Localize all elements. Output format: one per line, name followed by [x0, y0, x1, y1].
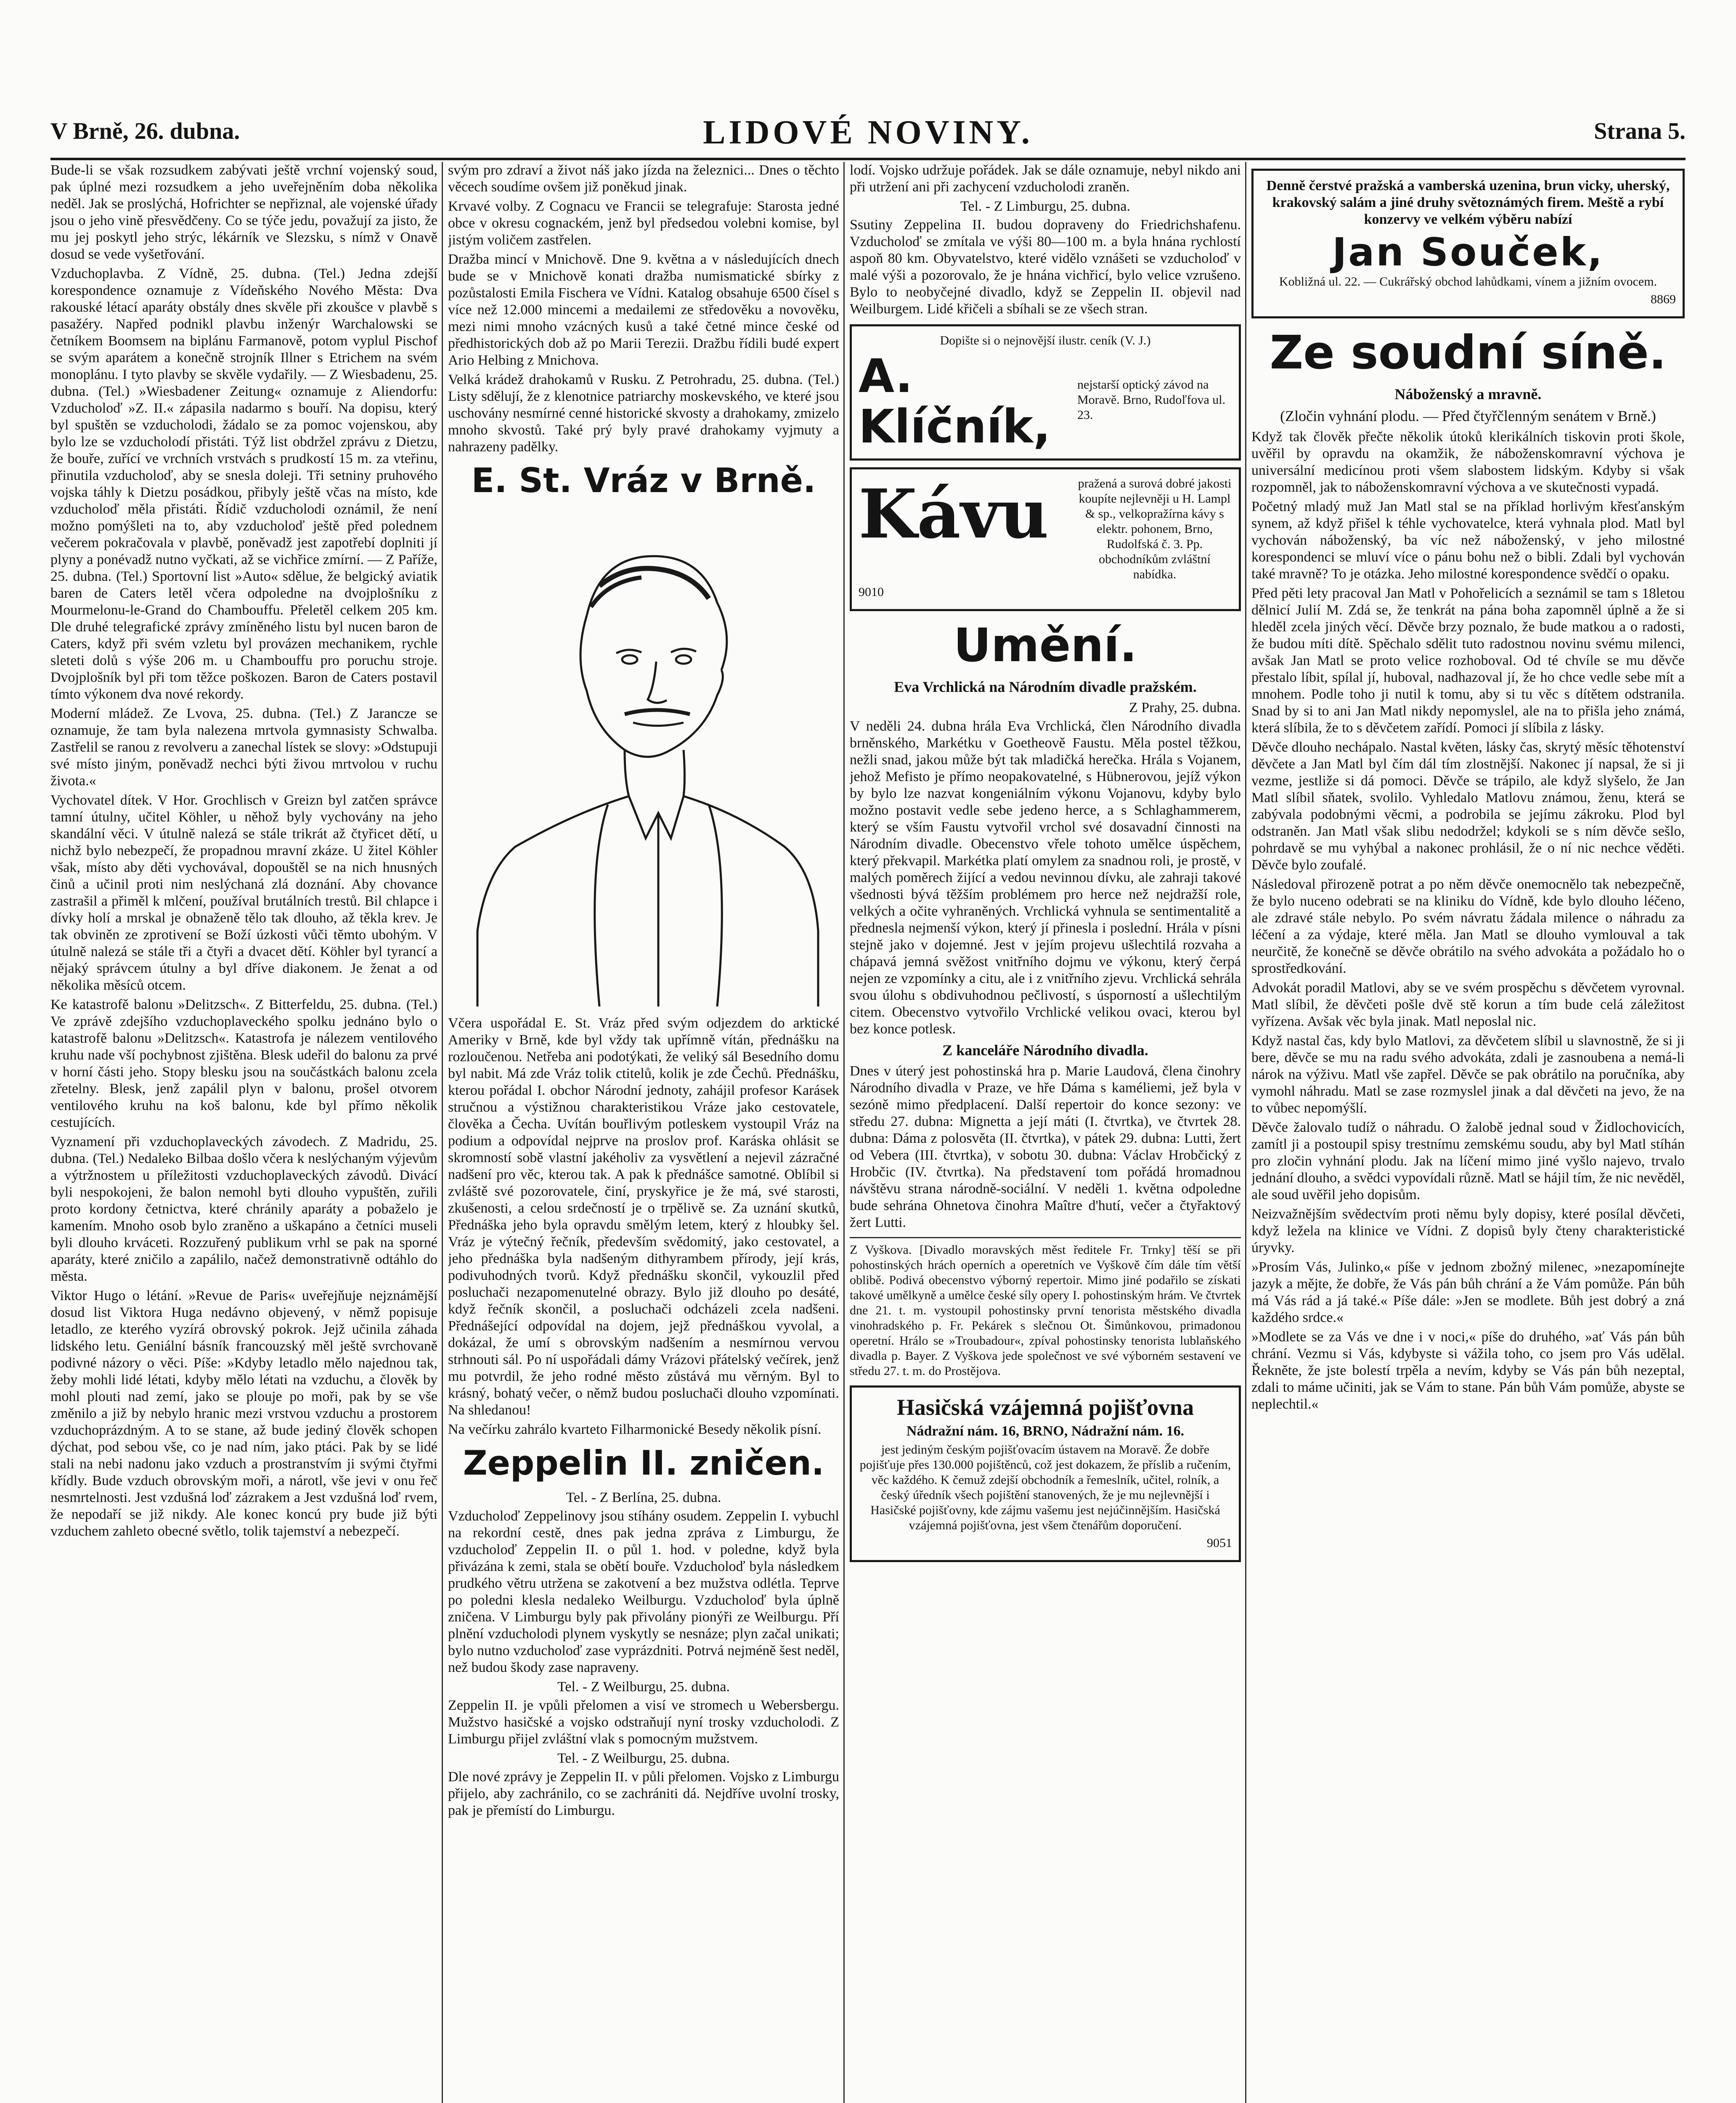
notice-paragraph: Z Vyškova. [Divadlo moravských měst ředitele Fr. Trnky] těší se při pohostinských hrách operních a operetních ve Vyškově čím dále tím větší oblibě. Podivá obecenstvo výborný repertoir. Mimo jiné podařilo se získati takové umělkyně a umělce české síly opery I. pohostinským hrám. Ve čtvrtek dne 21. t. m. vystoupil pohostinsky první tenorista městského divadla vinohradského p. Fr. Pekárek s slečnou Ot. Šimůnkovou, primadonou operetní. Hrálo se »Troubadour«, zpíval pohostinsky tenorista lublaňského divadla p. Bayer. Z Vyškova jede společnost ve své výborném sestavení ve středu 27. t. m. do Prostějova.	[850, 1237, 1241, 1379]
section-heading-vraz: E. St. Vráz v Brně.	[471, 461, 816, 500]
article-paragraph: Děvče žalovalo tudíž o náhradu. O žalobě jednal soud v Židlochovicích, zamítl ji a postoupil spisy trestnímu zemskému soudu, aby byl Matl stíhán pro zločin vyhnání plodu. Jak na líčení mimo jiné vyšlo najevo, trvalo jednání dlouho, a svědci vypovídali různě. Matl se hájil tím, že nic nevěděl, ale soud uvěřil jeho dopisům.	[1251, 1120, 1685, 1202]
column-divider	[1245, 162, 1246, 2103]
ad-address: Kobližná ul. 22. — Cukrářský obchod lahůdkami, vínem a jižním ovocem.	[1279, 275, 1657, 289]
article-paragraph: Ke katastrofě balonu »Delitzsch«. Z Bitterfeldu, 25. dubna. (Tel.) Ve zprávě zdejšího vzduchoplaveckého spolku jednáno bylo o katastrofě balonu »Delitzsch«. Katastrofa je nálezem ventilového kruhu nade vší pochybnost zjištěna. Blesk udeřil do balonu za prvé v horní části jeho. Stopy blesku jsou na součástkách balonu zcela zřetelny. Blesk, jenž zapálil plyn v balonu, prošel otvorem ventilového kruhu na koš balonu, kde byl přímo několik cestujících.	[50, 997, 437, 1130]
ad-number: 9010	[859, 585, 884, 599]
ad-soucek	[1251, 169, 1685, 318]
section-heading-zeppelin: Zeppelin II. zničen.	[463, 1443, 824, 1483]
article-paragraph: »Modlete se za Vás ve dne i v noci,« píše do druhého, »ať Vás pán bůh chrání. Vezmu si Vás, kdybyste si vážila toho, co jsem pro Vás udělal. Řekněte, že jste bolestí trpěla a nevím, kdyby se Vás pán bůh nezeptal, zdali to máme učiniti, jak se Vám to stane. Pán bůh Vám pomůže, abyste se neplechtil.«	[1251, 1329, 1685, 1412]
dateline: Tel. - Z Weilburgu, 25. dubna.	[557, 1751, 730, 1766]
article-paragraph: Ssutiny Zeppelina II. budou dopraveny do Friedrichshafenu. Vzducholoď se zmítala ve výši 80—100 m. a byla hnána rychlostí aspoň 80 km. Obyvatelstvo, které vidělo vznášeti se vzducholoď v malé výši a pozorovalo, že je hnána vichřicí, bylo velice vzrušeno. Bylo to neobyčejné divadlo, když se Zeppelin II. objevil nad Weilburgem. Lidé křičeli a sbíhali se ze všech stran.	[850, 217, 1241, 317]
ad-text-block	[1077, 476, 1232, 585]
header-rule	[50, 158, 1686, 160]
article-paragraph: lodí. Vojsko udržuje pořádek. Jak se dále oznamuje, nebyl nikdo ani při utržení ani při zachycení vzducholodi zraněn.	[850, 162, 1241, 195]
article-paragraph: Zeppelin II. je vpůli přelomen a visí ve stromech u Webersbergu. Mužstvo hasičské a vojsko odstraňují nyní trosky vzducholodi. Z Limburgu přijel zvláštní vlak s pomocným mužstvem.	[448, 1698, 839, 1747]
article-paragraph: Vychovatel dítek. V Hor. Grochlisch v Greizn byl zatčen správce tamní útulny, učitel Köhler, u něhož byly vychovány na jeho skandální věci. V útulně nalezá se stále trikrát až čtyřicet dětí, u nichž bylo nebezpečí, že propadnou mravní zkáze. U žitel Köhler však, místo aby děti vychovával, dopouštěl se na nich hnusných činů a učinil proti nim neslýchaná zlá doznání. Aby chovance zastrašil a přiměl k mlčení, používal brutálních trestů. Bil chlapce i dívky holí a mrskal je obnaženě tělo tak dlouho, až těkla krev. Je tak obviněn ze zprotivení se Boží úzkosti vůči těmto ubohým. V útulně nalezá se stále tři a čtyři a dvacet dětí. Köhler byl tyrancí a nějaký správcem útulny a byl dříve diakonem. Je ženat a od několika měsíců otcem.	[50, 792, 437, 993]
article-paragraph: Když nastal čas, kdy bylo Matlovi, za děvčetem slíbil u slavnostně, že si ji bere, děvče se mu na radu svého advokáta, zdali je zasnoubena a nemá-li nárok na výživu. Matl vše zapřel. Děvče se pak obrátilo na poručníka, aby vymohl náhradu. Matl se zase rozmyslel jinak a dal děvčeti na jevo, že na to vůbec nepomýšlí.	[1251, 1033, 1685, 1116]
ad-hasicska-pojistovna	[850, 1385, 1241, 1562]
article-paragraph: Velká krádež drahokamů v Rusku. Z Petrohradu, 25. dubna. (Tel.) Listy sdělují, že z klenotnice patriarchy moskevského, ve které jsou uschovány nesmírné cenné historické skvosty a drahokamy, zmizelo mnoho skvostů. Také prý byly pravé drahokamy vyjmuty a nahrazeny padělky.	[448, 372, 839, 455]
ad-text: jest jediným českým pojišťovacím ústavem na Moravě. Že dobře pojišťuje přes 130.000 pojištěnců, což jest dokazem, že příslib a ručením, věc každého. K čemuž zdejší obchodník a řemeslník, učitel, rolník, a český úředník všech pojištění stanovených, že je mu nejlevnější i Hasičské pojišťovny, kde zájmu vašemu jest nejúčinnějším. Hasičská vzájemná pojišťovna, jest všem čtenářům doporučení.	[859, 1443, 1231, 1532]
article-paragraph: Početný mladý muž Jan Matl stal se na příklad horlivým křesťanským synem, až když přišel k téhle vychovatelce, která vyhnala plod. Matl byl vychován náboženský, ba víc než náboženský, v jeho milostné korespondenci se mluví více o pánu bohu než o bibli. Zdali byl vychován také mravně? To je otázka. Jeho milostné korespondence svědčí o opaku.	[1251, 499, 1685, 582]
ad-address: Nádražní nám. 16, BRNO, Nádražní nám. 16.	[906, 1423, 1185, 1439]
ad-text: nejstarší optický závod na Moravě. Brno, Rudoľfova ul. 23.	[1077, 378, 1226, 422]
subheading: Z kanceláře Národního divadla.	[942, 1042, 1148, 1059]
article-paragraph: Neizvažnějším svědectvím proti němu byly dopisy, které posílal děvčeti, když ležela na klinice ve Vídni. Z dopisů byly čteny charakteristické úryvky.	[1251, 1206, 1685, 1255]
article-paragraph: Dražba mincí v Mnichově. Dne 9. května a v následujících dnech bude se v Mnichově konati dražba numismatické sbírky z pozůstalosti Emila Fischera ve Vídni. Katalog obsahuje 6500 čísel s více než 12.000 mincemi a medailemi ze středověku a novověku, mezi nimi mnoho vzácných kusů a také četné mince české od předhistorických dob až po Marii Terezii. Dražbu řídili budé expert Ario Helbing z Mnichova.	[448, 252, 839, 368]
portrait-illustration	[448, 510, 839, 1006]
ad-brand: Jan Souček,	[1332, 230, 1604, 275]
article-paragraph: Včera uspořádal E. St. Vráz před svým odjezdem do arktické Ameriky v Brně, kde byl vždy tak upřímně vítán, přednášku na rozloučenou. Netřeba ani podotýkati, že veliký sál Besedního domu byl nabit. Má zde Vráz tolik ctitelů, kolik je zde Čechů. Přednášku, kterou pořádal I. obchor Národní jednoty, zahájil profesor Karásek stručnou a výstižnou charakteristikou Vráze jako cestovatele, člověka a Čecha. Uvítán bouřlivým potleskem vystoupil Vráz na podium a odpovídal nejprve na proslov prof. Karáska ohlásit se skromností sobě vlastní jakéholiv za vysvětlení a nejevil zázračné nadšení pro věc, kterou tak. A pak k přednášce samotné. Oblíbil si zvláště své pozorovatele, činí, pryskyřice je že má, své starosti, zkušenosti, a celou srdečností je o trpělivě se. Za uznání skutků, Přednáška jeho byla opravdu smělým letem, který z hloubky šel. Vráz je výtečný řečník, především svědomitý, jako cestovatel, a jeho přednáška byla nadšeným dithyrambem přírody, její krás, podivuhodných tvorů. Když přednášku skončil, vykouzlil před posluchači nezapomenutelné obrazy. Bylo již dlouho po desáté, když řečník skončil, a posluchači odcházeli zcela nadšeni. Přednášející odpovídal na dojem, jejž přednáškou vyvolal, a dokázal, že umí s obrovským nadšením a nesmírnou vervou strhnouti sál. Po ní uspořádali dámy Vrázovi přátelský večírek, jenž mu potvrdil, že jeho rodné město zůstává mu věrným. Byl to krásný, bohatý večer, o němž budou posluchači dlouho vzpomínati. Na shledanou!	[448, 1015, 839, 1418]
article-paragraph: Dnes v úterý jest pohostinská hra p. Marie Laudová, člena činohry Národního divadla v Praze, ve hře Dáma s kaméliemi, jež byla v sezóně mimo předplacení. Další repertoir do konce sezony: ve středu 27. dubna: Mignetta a její máti (I. čtvrtka), ve čtvrtek 28. dubna: Dáma z polosvěta (II. čtvrtka), v pátek 29. dubna: Lutti, žert od Vebera (III. čtvrtka), v sobotu 30. dubna: Václav Hrobčický z Hrobčic (IV. čtvrtka). Na představení tom pořádá hromadnou návštěvu strana národně-sociální. V neděli 1. května odpoledne bude sehrána Ohnetova činohra Maître d'hutí, večer a čtyřaktový žert Lutti.	[850, 1063, 1241, 1230]
article-paragraph: »Prosím Vás, Julinko,« píše v jednom zbožný milenec, »nezapomínejte jazyk a mějte, že dobře, že Vás pán bůh chrání a že Vám pomůže. Pán bůh má Vás rád a já také.« Píše dále: »Jen se modlete. Bůh jest dobrý a zná každého srdce.«	[1251, 1259, 1685, 1325]
article-paragraph: Krvavé volby. Z Cognacu ve Francii se telegrafuje: Starosta jedné obce v okresu cognackém, jenž byl předsedou volebni komise, byl jistým voličem zastřelen.	[448, 199, 839, 248]
subheading: Náboženský a mravně.	[1394, 386, 1542, 403]
ad-number: 9051	[1207, 1536, 1232, 1550]
column-2	[448, 162, 839, 2103]
ad-body	[859, 476, 1232, 585]
column-divider	[442, 162, 443, 2103]
ad-brand: Kávu	[859, 474, 1049, 554]
ad-number: 8869	[1651, 292, 1676, 306]
ad-klicnik	[850, 324, 1241, 461]
ad-kavu	[850, 467, 1241, 611]
subheading: Eva Vrchlická na Národním divadle pražském.	[894, 678, 1197, 695]
article-paragraph: V neděli 24. dubna hrála Eva Vrchlická, člen Národního divadla brněnského, Markétku v Goetheově Faustu. Měla postel těžkou, nežli snad, jakou může být tak mladičká herečka. Hrála s Vojanem, jehož Mefisto je přímo neopakovatelné, s Hübnerovou, jejíž výkon by bylo lze nazvat kongeniálním výkonu Vojanovu, kdyby bylo možno postavit vedle sebe jedeno herce, a s Schlaghammerem, který se vším Faustu vytvořil vrchol své dosavadní činnosti na Národním divadle. Obecenstvo vřele tohoto umělce úspěchem, který překvapil. Markétka platí omylem za snadnou roli, je prostě, v malých poměrech žijící a vedou nevinnou dívku, ale zahraji takové všednosti bývá těžším problémem pro herce než nejdražší role, velkých a očite vyhraněných. Vrchlická vyhnula se sentimentalitě a přednesla nejmenší výkon, který jí přinesla i poslední. Hrála v písni stejně jako v dojemné. Jest v jejím projevu ušlechtilá rozvaha a chápavá jemná svěžost vnitřního dojmu ve výkonu, který čerpá nejen ze vzpomínky a citu, ale i z vnitřního zjevu. Vrchlická sehrála svou úlohu s obdivuhodnou pečlivostí, s úsporností a ušlechtilým citem. Obecenstvo vytvořilo Vrchlické velikou ovaci, kterou byl bez konce potlesk.	[850, 718, 1241, 1037]
article-paragraph: Dle nové zprávy je Zeppelin II. v půli přelomen. Vojsko z Limburgu přijelo, aby zachránilo, co se zachrániti dá. Nejdříve uvolní trosky, pak je přemístí do Limburgu.	[448, 1769, 839, 1818]
article-paragraph: Moderní mládež. Ze Lvova, 25. dubna. (Tel.) Z Jarancze se oznamuje, že tam byla nalezena mrtvola gymnasisty Schwalba. Zastřelil se ranou z revolveru a zanechal lístek se slovy: »Odstupuji své místo jiným, poněvadž nechci býti živou mrtvolou v ruchu života.«	[50, 706, 437, 789]
ad-body	[859, 351, 1232, 452]
page-number: Strana 5.	[1594, 118, 1686, 144]
ad-brand: A. Klíčník,	[859, 349, 1051, 453]
ad-title: Hasičská vzájemná pojišťovna	[896, 1395, 1194, 1420]
portrait-engraving-icon	[448, 510, 839, 1006]
dateline: Tel. - Z Weilburgu, 25. dubna.	[557, 1679, 730, 1695]
page-header	[50, 114, 1686, 156]
dateline: Tel. - Z Limburgu, 25. dubna.	[960, 199, 1130, 214]
ad-text: Denně čerstvé pražská a vamberská uzenina, brun vicky, uherský, krakovský salám a jiné druhy světoznámých firem. Meště a rybí konzervy ve velkém výběru nabízí	[1266, 178, 1670, 227]
article-paragraph: Vzduchoplavba. Z Vídně, 25. dubna. (Tel.) Jedna zdejší korespondence oznamuje z Vídeňského Nového Města: Dva rakouské létací aparáty obstály dnes skvěle při zkoušce v plavbě s pasažéry. Napřed podnikl plavbu inženýr Warchalowski se četníkem Boomsem na biplánu Farmanově, potom vyplul Pischof se svým aparátem a konečně strojník Illner s Etrichem na svém monoplánu. I tyto plavby se skvěle vydařily. — Z Wiesbadenu, 25. dubna. (Tel.) »Wiesbadener Zeitung« oznamuje z Aliendorfu: Vzducholoď »Z. II.« zápasila nadarmo s bouří. Na dopisu, který byl spuštěn se vzducholodi, žádalo se za pomoc vojenskou, aby bylo lze se vzducholodí přistáti. Týž list obdržel zprávu z Dietzu, že bouře, zuřící ve vrchních vrstvách s prudkostí 15 m. za vteřinu, přinutila vzducholoď, aby se snesla doleji. Tři setniny pruhového vojska táhly k Dietzu posádkou, přibyly ještě včas na místo, kde vzducholoď měla přistáti. Řídič vzducholodi oznámil, že není možno pomýšleti na to, aby vzducholoď ještě před polednem večerem pokračovala v plavbě, poněvadž jest zapotřebí doplniti jí plyny a ponévadž nutno vyčkati, až se vichřice zmírní. — Z Paříže, 25. dubna. (Tel.) Sportovní list »Auto« sdělue, že belgický aviatik baren de Caters letěl včera odpoledne na dvojplošníku z Mourmelonu-le-Grand do Chambouffu. Přeletěl celkem 205 km. Dle druhé telegrafické zprávy zmíněného listu byl nucen baron de Caters, když při svém vzletu byl provázen mechanikem, rychle sleteti dolů s výše 206 m. u Chambouffu pro poruchu stroje. Dvojplošník byl při tom těžce poškozen. Baron de Caters postavil tímto výkonem dva nové rekordy.	[50, 266, 437, 702]
column-divider	[843, 162, 845, 2103]
dateline: Tel. - Z Berlína, 25. dubna.	[566, 1490, 721, 1505]
section-heading-soudni-sine: Ze soudní síně.	[1270, 326, 1667, 379]
column-1	[50, 162, 437, 2103]
ad-text: Dopište si o nejnovější ilustr. ceník (V. J.)	[940, 334, 1151, 347]
article-paragraph: Advokát poradil Matlovi, aby se ve svém prospěchu s děvčetem vyrovnal. Matl slíbil, že děvčeti pošle dvě stě korun a tím bude celá záležitost vyřízena. Avšak věc byla jinak. Matl neposlal nic.	[1251, 980, 1685, 1029]
masthead-title: LIDOVÉ NOVINY.	[703, 114, 1033, 151]
article-paragraph: Bude-li se však rozsudkem zabývati ještě vrchní vojenský soud, pak úplné mezi rozsudkem a jeho uveřejněním doba několika neděl. Jak se proslýchá, Hofrichter se nepřiznal, ale vojenské úřady jsou o jeho vině přesvědčeny. Co se týče jedu, považují za jisto, že mu jej poskytl jeho strýc, lékárník ve Slezsku, s nímž v Onavě dosud se vede vyšetřování.	[50, 162, 437, 262]
column-3	[850, 162, 1241, 2103]
article-paragraph: Když tak člověk přečte několik útoků klerikálních tiskovin proti škole, uvěřil by opravdu na okamžik, že náboženskomravní výchova je universální medicínou proti všem slabostem lidským. Kdyby si však rozpomněl, jak to náboženskomravní výchova a ve skutečnosti vypadá.	[1251, 429, 1685, 495]
section-heading-umeni: Umění.	[953, 618, 1137, 672]
article-paragraph: Vyznamení při vzduchoplaveckých závodech. Z Madridu, 25. dubna. (Tel.) Nedaleko Bilbaa došlo včera k neslýchaným výjevům a výtržnostem u příležitosti vzduchoplaveckých závodů. Divácí byli nespokojeni, že balon nemohl byti dlouho vypuštěn, zuřili proto kordony četnictva, které chránily aparáty a pobaželo je kamením. Mnoho osob bylo zraněno a uškapáno a četníci museli byli dlouho krváceti. Rozzuřený publikum vrhl se pak na sporné aparáty, které zničilo a zapálilo, načež demonstrativně odtáhlo do města.	[50, 1134, 437, 1284]
dateline: Z Prahy, 25. dubna.	[1129, 700, 1241, 715]
article-paragraph: Vzducholoď Zeppelinovy jsou stíhány osudem. Zeppelin I. vybuchl na rekordní cestě, dnes pak jedna zpráva z Limburgu, že vzducholoď Zeppelin II. o půl 1. hod. v poledne, když byla přivázána k zemi, stala se obětí bouře. Vzducholoď byla následkem prudkého větru utržena se zakotvení a bez mužstva odlétla. Teprve po poledni klesla nedaleko Weilburgu. Vzducholoď byla úplně zničena. V Limburgu byly pak přivolány pionýři ze Weilburgu. Pří plnění vzducholodi plynem vyskytly se nesnáze; plyn začal unikati; bylo nutno vzducholoď zase vyprázdniti. Potrvá nejméně šest neděl, než budou škody zase napraveny.	[448, 1508, 839, 1675]
issue-date: V Brně, 26. dubna.	[50, 118, 240, 144]
ad-text: pražená a surová dobré jakosti koupíte nejlevněji u H. Lampl & sp., velkopražírna kávy s elektr. pohonem, Brno, Rudolfská č. 3. Pp. obchodníkům zvláštní nabídka.	[1078, 477, 1232, 581]
column-4	[1251, 162, 1685, 2103]
article-paragraph: Děvče dlouho nechápalo. Nastal květen, lásky čas, skrytý měsíc těhotenství děvčete a Jan Matl byl čím dál tím zlostnější. Nakonec jí napsal, že si ji vezme, jestliže si dá pomoci. Děvče se trápilo, ale když slyšelo, že Jan Matl slíbil sňatek, svolilo. Vyhledalo Matlovu známou, ženu, která se zabývala podobnými věcmi, a podrobila se jejímu zákroku. Plod byl odstraněn. Jan Matl však slibu nedodržel; kdykoli se s ním děvče sešlo, pohrdavě se mu vyhýbal a nakonec prohlásil, že o ní nic nechce věděti. Děvče bylo zoufalé.	[1251, 739, 1685, 873]
article-paragraph: svým pro zdraví a život náš jako jízda na železnici... Dnes o těchto věcech soudíme ovšem již poněkud jinak.	[448, 162, 839, 195]
subheading: (Zločin vyhnání plodu. — Před čtyřčlenným senátem v Brně.)	[1280, 408, 1656, 424]
article-paragraph: Následoval přirozeně potrat a po něm děvče onemocnělo tak nebezpečně, že bylo nuceno odebrati se na kliniku do Vídně, kde bylo dlouho léčeno, ale zdravé stále nebylo. Po svém návratu žádala milence o náhradu za léčení a za výdaje, které měla. Jan Matl se dlouho vymlouval a tak neurčitě, že konečně se děvče obrátilo na svého advokáta a požádalo ho o sprostředkování.	[1251, 877, 1685, 976]
article-paragraph: Před pěti lety pracoval Jan Matl v Pohořelicích a seznámil se tam s 18letou dělnicí Julií M. Zdá se, že tenkrát na pána boha zapomněl úplně a že si hleděl zcela jiných věcí. Děvče brzy poznalo, že bude matkou a o radosti, že budou míti dítě. Spěchalo sdělit tuto radostnou novinu svému milenci, avšak Jan Matl se proto velice rozhoboval. Od té chvíle se mu děvče přestalo líbit, spílal jí, huboval, nadhazoval jí, že ho chce vedle sebe mít a mnohem. Podle toho ji nutil k tomu, aby si tu věc s dítětem odstranila. Snad by si to ani Jan Matl nikdy nepomyslel, ale na to přišla jeho známá, která slíbila, že to s děvčetem zařídí. Pomoci jí slíbila z lásky.	[1251, 585, 1685, 736]
article-paragraph: Viktor Hugo o létání. »Revue de Paris« uveřejňuje nejznámější dosud list Viktora Huga nedávno objevený, v němž popisuje letadlo, ze kterého vyzírá obrovský pokrok. Jejž učinila záhada lidského letu. Geniální básník francouzský měl ještě svrchovaně podivné názory o věci. Píše: »Kdyby letadlo mělo najednou tak, žeby mohli lidé létati, kdyby mělo létati na vzduchu, a člověk by mohl plouti nad zemí, jako se plouje po moři, pak by se vše změnilo a již by nebylo hranic mezi vrstvou vzduchu a prostorem vzduchoprázdným. A to se stane, až bude jediný člověk schopen dýchat, pod sebou vše, co je nad ním, jako ptáci. Pak by se lidé stali na nebi nadonu jako vzduch a prostranstvím ji svými čtyřmi křídly. Bude vzduch obrovským moři, a nárotl, vše jevi v onu řeč nesmrtelnosti. Jest vzdušná loď zázrakem a Jest vzdušná loď rvem, že nepodaří se již nikdy. Ale konec koncú pry bude již býti vzduchem zahleto obecné světlo, tolik tajemství a nebezpečí.	[50, 1288, 437, 1539]
article-paragraph: Na večírku zahrálo kvarteto Filharmonické Besedy několik písní.	[448, 1422, 822, 1437]
